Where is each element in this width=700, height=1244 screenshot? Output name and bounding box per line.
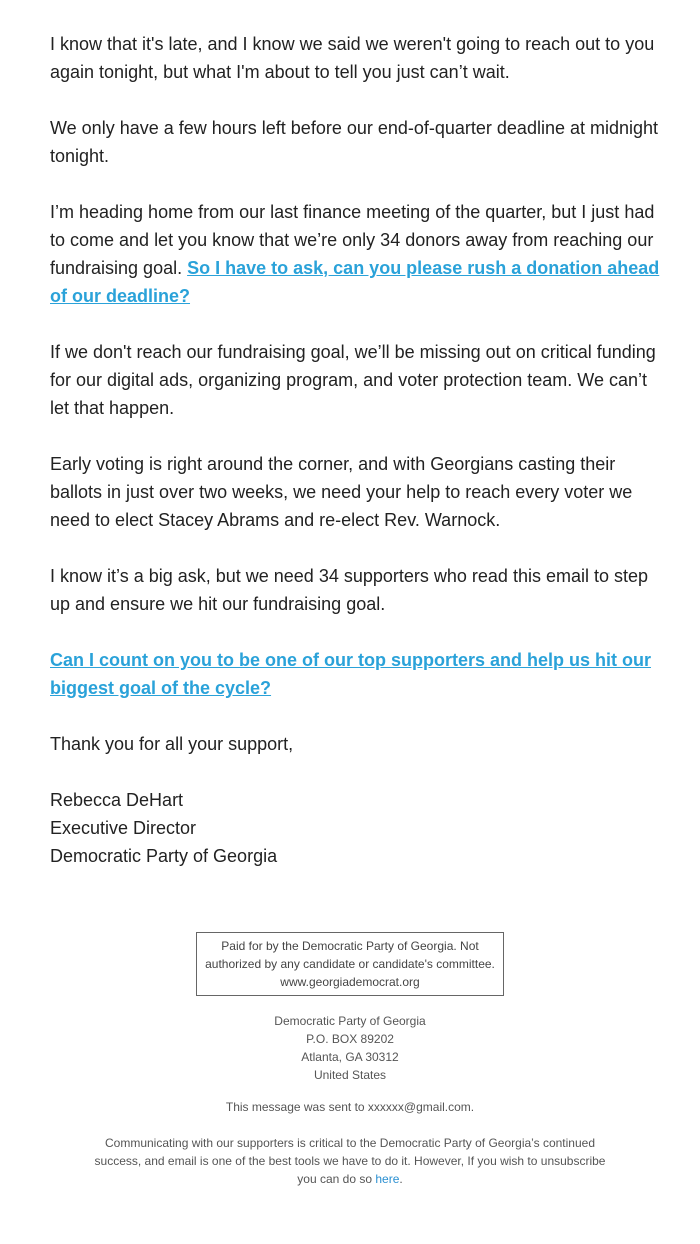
disclaimer-line: authorized by any candidate or candidate's committee. xyxy=(205,957,495,971)
paragraph-finance-meeting xyxy=(50,198,660,310)
recipient-email: xxxxxx@gmail.com xyxy=(367,1100,471,1114)
signature-name: Rebecca DeHart xyxy=(50,790,184,810)
rush-donation-link[interactable]: So I have to ask, can you please rush a donation ahead of our deadline? xyxy=(50,258,660,306)
paragraph-deadline: We only have a few hours left before our end-of-quarter deadline at midnight tonight. xyxy=(50,118,659,166)
paragraph-big-ask: I know it’s a big ask, but we need 34 supporters who read this email to step up and ensure we hit our fundraising goal. xyxy=(50,566,648,614)
paragraph-finance-text: I’m heading home from our last finance meeting of the quarter, but I just had to come and let you know that we’re only 34 donors away from reaching our fundraising goal. xyxy=(50,202,655,278)
top-supporter-link[interactable]: Can I count on you to be one of our top supporters and help us hit our biggest goal of the cycle? xyxy=(50,650,651,698)
email-body xyxy=(50,30,660,870)
paragraph-cta xyxy=(50,646,660,702)
paragraph-intro: I know that it's late, and I know we said we weren't going to reach out to you again tonight, but what I'm about to tell you just can’t wait. xyxy=(50,34,655,82)
paragraph-missing-funding: If we don't reach our fundraising goal, we’ll be missing out on critical funding for our digital ads, organizing program, and voter protection team. We can’t let that happen. xyxy=(50,342,656,418)
paragraph-early-voting: Early voting is right around the corner, and with Georgians casting their ballots in just over two weeks, we need your help to reach every voter we need to elect Stacey Abrams and re-elect Rev. Warnock. xyxy=(50,454,633,530)
unsubscribe-suffix: . xyxy=(399,1172,403,1186)
paid-for-disclaimer xyxy=(196,932,504,996)
signature-title: Executive Director xyxy=(50,818,197,838)
disclaimer-website: www.georgiademocrat.org xyxy=(280,975,420,989)
disclaimer-line: Paid for by the Democratic Party of Georgia. Not xyxy=(221,939,479,953)
sent-to-suffix: . xyxy=(470,1100,475,1114)
unsubscribe-notice xyxy=(90,1134,610,1188)
sent-to-prefix: This message was sent to xyxy=(225,1100,368,1114)
address-city: Atlanta, GA 30312 xyxy=(301,1050,399,1064)
email-footer xyxy=(0,932,700,1188)
paragraph-closing: Thank you for all your support, xyxy=(50,734,294,754)
unsubscribe-text: Communicating with our supporters is critical to the Democratic Party of Georgia’s continued success, and email is one of the best tools we have to do it. However, If you wish to unsubscribe you can do so xyxy=(94,1136,606,1186)
signature xyxy=(50,786,660,870)
address-po-box: P.O. BOX 89202 xyxy=(306,1032,394,1046)
sent-to-notice xyxy=(0,1098,700,1116)
address-country: United States xyxy=(313,1068,387,1082)
unsubscribe-link[interactable]: here xyxy=(375,1172,400,1186)
address-org: Democratic Party of Georgia xyxy=(274,1014,426,1028)
mailing-address xyxy=(0,1012,700,1084)
signature-org: Democratic Party of Georgia xyxy=(50,846,278,866)
